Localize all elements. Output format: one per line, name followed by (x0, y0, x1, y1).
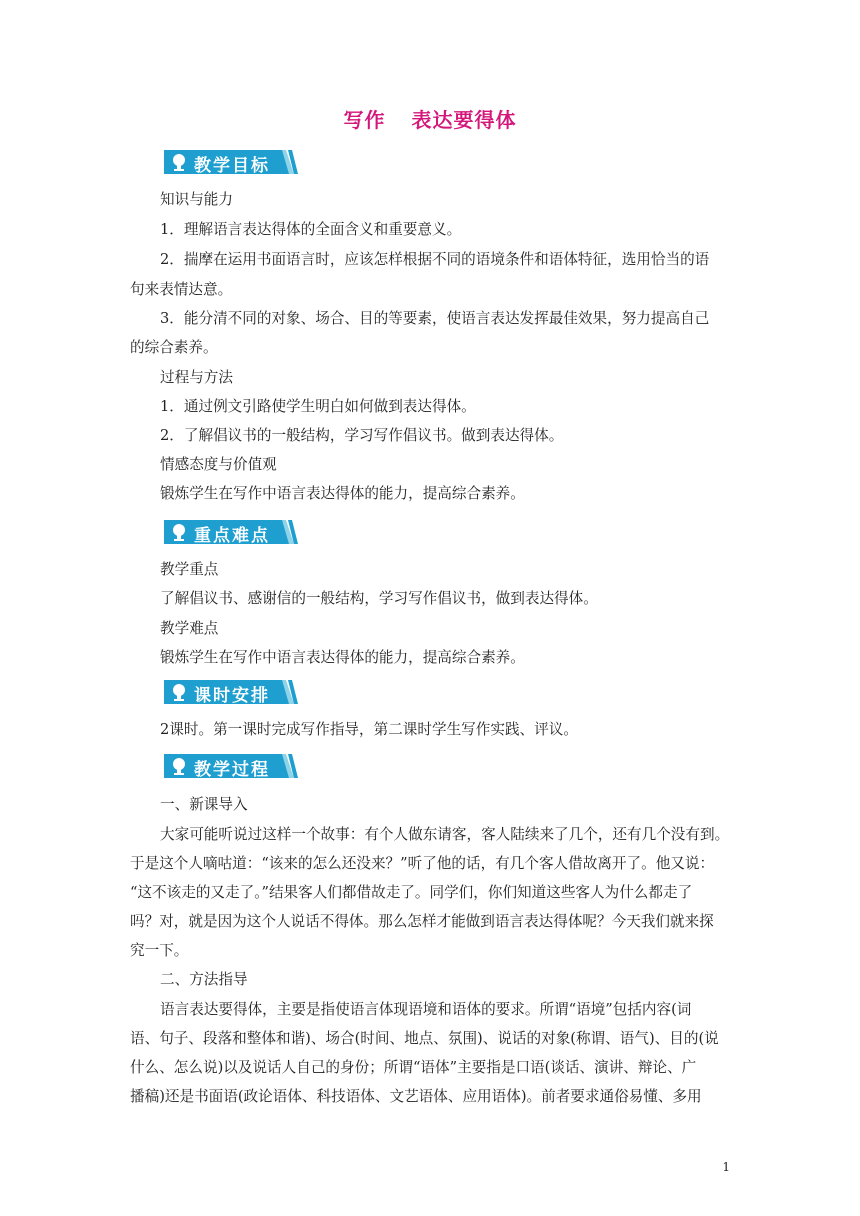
text-line: 2．揣摩在运用书面语言时，应该怎样根据不同的语境条件和语体特征，选用恰当的语 (160, 251, 710, 268)
subheading: 过程与方法 (160, 369, 233, 386)
section-badge-schedule (164, 678, 298, 706)
section-title: 教学目标 (194, 156, 270, 176)
text-line: 播稿)还是书面语(政论语体、科技语体、文艺语体、应用语体)。前者要求通俗易懂、多用 (130, 1088, 702, 1105)
text-line: 大家可能听说过这样一个故事：有个人做东请客，客人陆续来了几个，还有几个没有到。 (160, 826, 730, 843)
text-line: 语言表达要得体，主要是指使语言体现语境和语体的要求。所谓“语境”包括内容(词 (160, 1001, 692, 1018)
text-line: “这不该走的又走了。”结果客人们都借故走了。同学们，你们知道这些客人为什么都走了 (130, 884, 693, 901)
section-badge-process (164, 752, 298, 780)
subheading: 知识与能力 (160, 191, 233, 208)
text-line: 吗？对，就是因为这个人说话不得体。那么怎样才能做到语言表达得体呢？今天我们就来探 (130, 913, 714, 930)
text-line: 什么、怎么说)以及说话人自己的身份；所谓“语体”主要指是口语(谈话、演讲、辩论、广 (130, 1059, 697, 1076)
text-line: 究一下。 (130, 942, 189, 959)
page-number: 1 (722, 1160, 730, 1174)
text-line: 锻炼学生在写作中语言表达得体的能力，提高综合素养。 (160, 649, 525, 666)
text-line: 句来表情达意。 (130, 281, 233, 298)
page-title (0, 104, 860, 133)
subheading: 教学重点 (160, 561, 219, 578)
text-line: 了解倡议书、感谢信的一般结构，学习写作倡议书，做到表达得体。 (160, 590, 598, 607)
subheading: 情感态度与价值观 (160, 456, 277, 473)
text-line: 3．能分清不同的对象、场合、目的等要素，使语言表达发挥最佳效果，努力提高自己 (160, 310, 710, 327)
text-line: 的综合素养。 (130, 339, 218, 356)
subheading: 教学难点 (160, 620, 219, 637)
text-line: 锻炼学生在写作中语言表达得体的能力，提高综合素养。 (160, 485, 525, 502)
text-line: 1．通过例文引路使学生明白如何做到表达得体。 (160, 398, 476, 415)
text-line: 语、句子、段落和整体和谐)、场合(时间、地点、氛围)、说话的对象(称谓、语气)、目的(说 (130, 1030, 719, 1047)
title-part-1: 写作 (343, 108, 386, 132)
text-line: 2．了解倡议书的一般结构，学习写作倡议书。做到表达得体。 (160, 427, 564, 444)
section-title: 课时安排 (194, 686, 270, 706)
text-line: 于是这个人嘀咕道：“该来的怎么还没来？”听了他的话，有几个客人借故离开了。他又说： (130, 855, 715, 872)
section-title: 重点难点 (194, 526, 270, 546)
text-line: 2课时。第一课时完成写作指导，第二课时学生写作实践、评议。 (160, 721, 578, 738)
section-badge-keypoints (164, 518, 298, 546)
section-badge-goals (164, 148, 298, 176)
subheading: 二、方法指导 (160, 971, 248, 988)
section-title: 教学过程 (194, 760, 270, 780)
text-line: 1．理解语言表达得体的全面含义和重要意义。 (160, 221, 462, 238)
title-part-2: 表达要得体 (411, 108, 517, 132)
subheading: 一、新课导入 (160, 796, 248, 813)
